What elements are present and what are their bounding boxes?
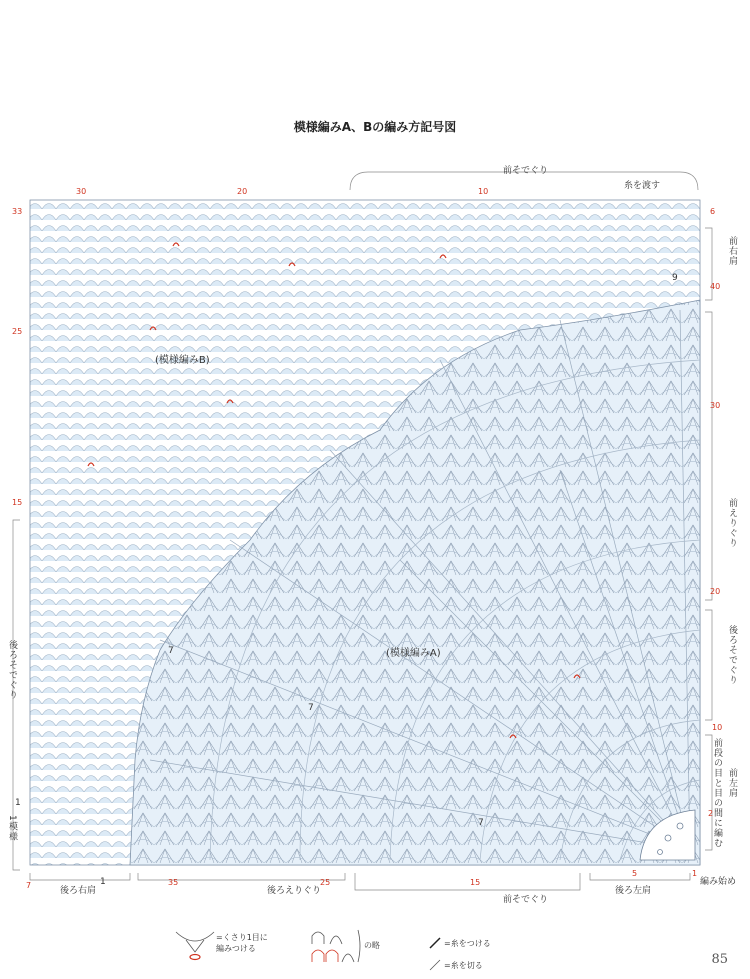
svg-text:9: 9 <box>672 273 678 283</box>
chart-title: 模様編みA、Bの編み方記号図 <box>293 120 457 134</box>
front-neckline-label: 前えりぐり <box>727 498 737 548</box>
row-num: 25 <box>12 327 23 336</box>
row-num: 2 <box>708 809 714 818</box>
carry-yarn-label: 糸を渡す <box>624 181 661 191</box>
one-pattern-label: 1模様 <box>7 815 17 842</box>
row-num: 10 <box>712 723 723 732</box>
front-armhole-top-label: 前そでぐり <box>503 166 549 176</box>
back-right-shoulder-label: 後ろ右肩 <box>60 886 97 896</box>
row-num: 20 <box>710 587 721 596</box>
row-num: 6 <box>710 207 716 216</box>
row-num: 20 <box>237 187 248 196</box>
row-num: 30 <box>76 187 87 196</box>
row-num: 5 <box>632 869 638 878</box>
row-num: 35 <box>168 878 179 887</box>
row-num: 10 <box>478 187 489 196</box>
row-num: 1 <box>15 798 21 808</box>
legend-attach-yarn: =糸をつける <box>444 939 491 948</box>
row-num: 7 <box>26 881 32 890</box>
row-num: 33 <box>12 207 23 216</box>
back-left-shoulder-label: 後ろ左肩 <box>615 886 652 896</box>
legend-chain-attach: =くさり1目に 編みつける <box>216 933 268 953</box>
front-right-shoulder-label: 前右肩 <box>727 236 737 266</box>
pattern-a-label: (模様編みA) <box>386 648 441 659</box>
pattern-b-label: (模様編みB) <box>155 355 210 366</box>
between-stitches-label: 前段の目と目の間に編む <box>712 738 722 848</box>
row-num: 30 <box>710 401 721 410</box>
svg-text:7: 7 <box>478 818 484 828</box>
back-armhole-left-label: 後ろそでぐり <box>7 640 17 700</box>
row-num: 40 <box>710 282 721 291</box>
row-num: 1 <box>692 869 698 878</box>
row-num: 1 <box>100 877 106 887</box>
legend-cut-yarn: =糸を切る <box>444 961 483 970</box>
start-label: 編み始め <box>700 877 737 887</box>
front-left-shoulder-label: 前左肩 <box>727 768 737 798</box>
back-armhole-right-label: 後ろそでぐり <box>727 625 737 685</box>
row-num: 15 <box>12 498 23 507</box>
row-num: 25 <box>320 878 331 887</box>
back-neckline-label: 後ろえりぐり <box>267 886 322 896</box>
row-num: 15 <box>470 878 481 887</box>
svg-text:7: 7 <box>308 703 314 713</box>
svg-text:7: 7 <box>168 646 174 656</box>
front-armhole-bottom-label: 前そでぐり <box>503 895 549 905</box>
legend-abbrev: の略 <box>364 941 380 950</box>
page-number: 85 <box>711 952 728 967</box>
